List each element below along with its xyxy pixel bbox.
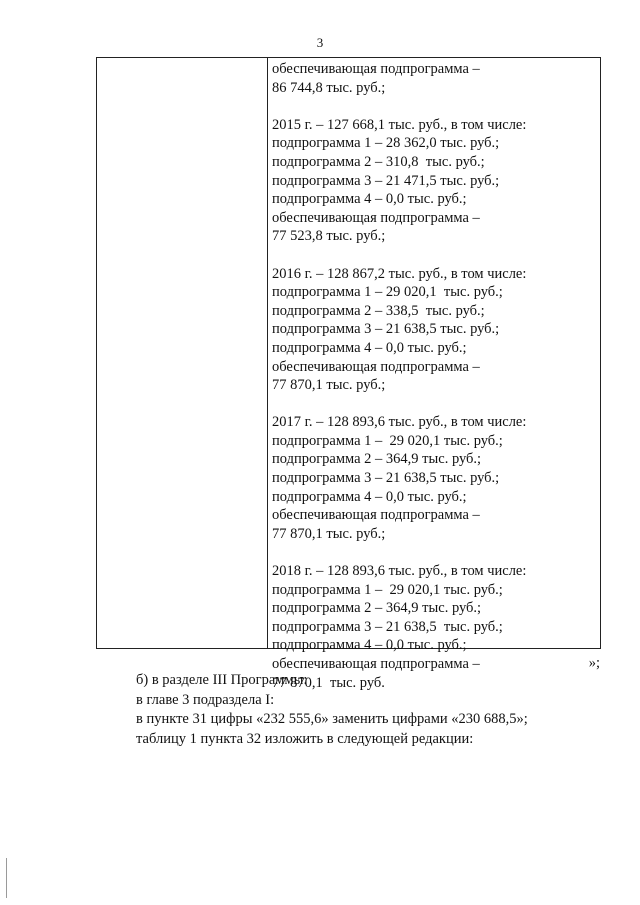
table-cell-line: подпрограмма 3 – 21 471,5 тыс. руб.;	[272, 172, 500, 189]
table-cell-line: 2017 г. – 128 893,6 тыс. руб., в том числе:	[272, 414, 527, 431]
table-cell-line: 2018 г. – 128 893,6 тыс. руб., в том числе:	[272, 563, 527, 580]
closing-quote: »;	[588, 655, 600, 671]
table-cell-line: подпрограмма 1 – 29 020,1 тыс. руб.;	[272, 581, 503, 598]
paragraph-gap	[272, 246, 597, 265]
paragraph-gap	[272, 395, 597, 414]
table-cell-line: подпрограмма 3 – 21 638,5 тыс. руб.;	[272, 470, 500, 487]
table-cell-line: подпрограмма 1 – 29 020,1 тыс. руб.;	[272, 284, 503, 301]
amendment-line: таблицу 1 пункта 32 изложить в следующей редакции:	[136, 730, 474, 747]
table-cell-line: подпрограмма 1 – 29 020,1 тыс. руб.;	[272, 432, 503, 449]
table-cell-funding-text	[272, 60, 597, 692]
table-cell-line: подпрограмма 4 – 0,0 тыс. руб.;	[272, 339, 467, 356]
table-cell-line: 86 744,8 тыс. руб.;	[272, 79, 386, 96]
table-cell-line: обеспечивающая подпрограмма –	[272, 358, 480, 375]
table-cell-line: 77 870,1 тыс. руб.;	[272, 377, 386, 394]
table-cell-line: обеспечивающая подпрограмма –	[272, 507, 480, 524]
table-cell-line: подпрограмма 4 – 0,0 тыс. руб.;	[272, 637, 467, 654]
table-cell-line: 2016 г. – 128 867,2 тыс. руб., в том числе:	[272, 265, 527, 282]
table-cell-line: подпрограмма 2 – 364,9 тыс. руб.;	[272, 600, 482, 617]
amendment-line: б) в разделе III Программы:	[136, 672, 308, 688]
table-cell-line: подпрограмма 3 – 21 638,5 тыс. руб.;	[272, 321, 500, 338]
table-cell-line: подпрограмма 4 – 0,0 тыс. руб.;	[272, 191, 467, 208]
table-cell-line: подпрограмма 2 – 364,9 тыс. руб.;	[272, 451, 482, 468]
amendment-line: в пункте 31 цифры «232 555,6» заменить цифрами «230 688,5»;	[136, 711, 528, 727]
page-number: 3	[316, 35, 324, 50]
amendment-line: в главе 3 подраздела I:	[136, 691, 275, 708]
table-cell-line: обеспечивающая подпрограмма –	[272, 209, 480, 226]
table-cell-line: обеспечивающая подпрограмма –	[272, 61, 480, 77]
table-cell-line: 77 870,1 тыс. руб.	[272, 674, 385, 691]
table-cell-line: 77 870,1 тыс. руб.;	[272, 525, 386, 542]
table-column-divider	[267, 58, 268, 648]
table-cell-line: 2015 г. – 127 668,1 тыс. руб., в том числе:	[272, 116, 527, 133]
table-cell-line: подпрограмма 4 – 0,0 тыс. руб.;	[272, 488, 467, 505]
amendment-text	[136, 671, 606, 749]
table-cell-line: подпрограмма 1 – 28 362,0 тыс. руб.;	[272, 135, 500, 152]
table-cell-line: подпрограмма 2 – 338,5 тыс. руб.;	[272, 302, 485, 319]
paragraph-gap	[272, 97, 597, 116]
table-cell-line: 77 523,8 тыс. руб.;	[272, 228, 386, 245]
paragraph-gap	[272, 543, 597, 562]
scan-margin-mark	[6, 858, 7, 898]
table-cell-line: обеспечивающая подпрограмма –	[272, 656, 480, 672]
table-cell-line: подпрограмма 3 – 21 638,5 тыс. руб.;	[272, 618, 503, 635]
table-cell-line: подпрограмма 2 – 310,8 тыс. руб.;	[272, 153, 485, 170]
